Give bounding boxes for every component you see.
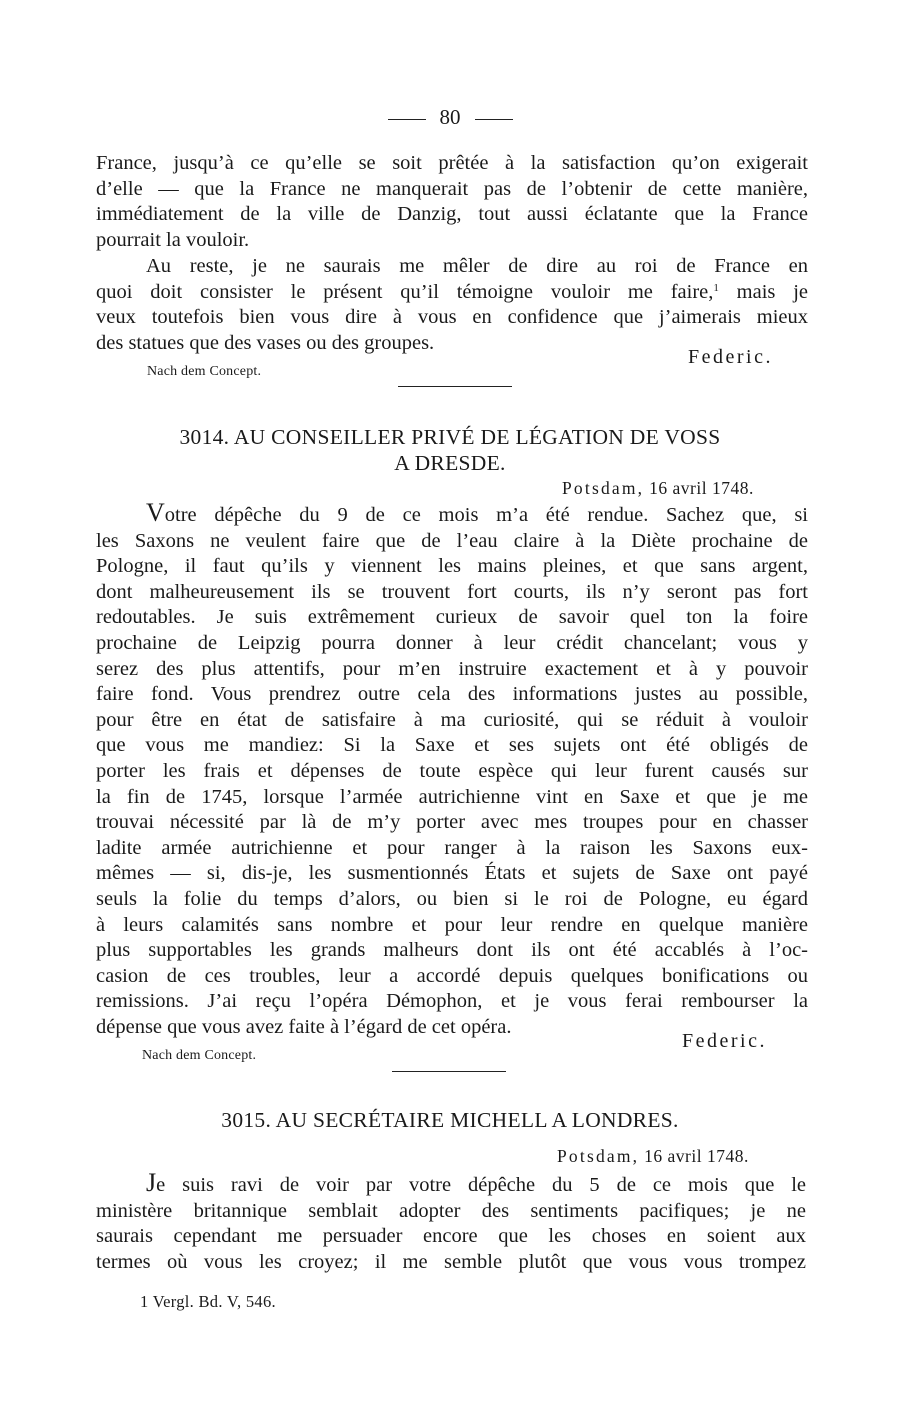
text-segment: e suis ravi de voir par votre dépêche du 5 de ce mois que le bbox=[156, 1174, 806, 1196]
text-line: faire fond. Vous prendrez outre cela des informations justes au possible, bbox=[96, 683, 808, 706]
dateline-date: 16 avril 1748. bbox=[649, 478, 754, 498]
signature: Federic. bbox=[688, 346, 773, 368]
text-segment: mais je bbox=[718, 280, 808, 303]
text-line-first bbox=[96, 1170, 806, 1199]
letter-heading-line: 3014. AU CONSEILLER PRIVÉ DE LÉGATION DE VOSS bbox=[179, 425, 721, 449]
dateline bbox=[557, 1146, 749, 1167]
text-line: veux toutefois bien vous dire à vous en confidence que j’aimerais mieux bbox=[96, 306, 808, 329]
footnote bbox=[140, 1292, 276, 1312]
text-line: que vous me mandiez: Si la Saxe et ses sujets ont été obligés de bbox=[96, 734, 808, 757]
letter-body bbox=[96, 500, 808, 1040]
letter-heading-line: A DRESDE. bbox=[394, 451, 506, 475]
text-line: immédiatement de la ville de Danzig, tout aussi éclatante que la France bbox=[96, 203, 808, 226]
text-line: mêmes — si, dis-je, les susmentionnés États et sujets de Saxe ont payé bbox=[96, 862, 808, 885]
text-line: la fin de 1745, lorsque l’armée autrichienne vint en Saxe et que je me bbox=[96, 785, 808, 808]
text-line: pour être en état de satisfaire à ma curiosité, qui se réduit à vouloir bbox=[96, 708, 808, 731]
text-line: termes où vous les croyez; il me semble plutôt que vous vous trompez bbox=[96, 1250, 806, 1273]
source-note: Nach dem Concept. bbox=[147, 364, 262, 379]
text-line-first bbox=[96, 500, 808, 529]
letter-heading bbox=[0, 424, 900, 476]
letter-body bbox=[96, 1170, 806, 1275]
text-line: les Saxons ne veulent faire que de l’eau claire à la Diète prochaine de bbox=[96, 529, 808, 552]
text-line: porter les frais et dépenses de toute espèce qui leur furent causés sur bbox=[96, 759, 808, 782]
text-line: trouvai nécessité par là de m’y porter avec mes troupes pour en chasser bbox=[96, 811, 808, 834]
dateline bbox=[562, 478, 754, 499]
text-line: casion de ces troubles, leur a accordé depuis quelques bonifications ou bbox=[96, 964, 808, 987]
dateline-place: Potsdam, bbox=[557, 1146, 640, 1166]
text-line: prochaine de Leipzig pourra donner à leur crédit chancelant; vous y bbox=[96, 631, 808, 654]
initial-letter: J bbox=[146, 1168, 157, 1197]
letter-heading bbox=[0, 1107, 900, 1133]
page-number: 80 bbox=[439, 105, 461, 129]
text-line: remissions. J’ai reçu l’opéra Démophon, et je vous ferai rembourser la bbox=[96, 990, 808, 1013]
text-line: Pologne, il faut qu’ils y viennent les mains pleines, et que sans argent, bbox=[96, 555, 808, 578]
text-line: saurais cependant me persuader encore que les choses en soient aux bbox=[96, 1225, 806, 1248]
text-line: à leurs calamités sans nombre et pour leur rendre en quelque manière bbox=[96, 913, 808, 936]
footnote-marker: 1 bbox=[140, 1292, 149, 1311]
page-number-header bbox=[0, 103, 900, 131]
signature: Federic. bbox=[682, 1030, 767, 1052]
text-line: dont malheureusement ils se trouvent fort courts, ils n’y seront pas fort bbox=[96, 580, 808, 603]
text-line: dépense que vous avez faite à l’égard de cet opéra. bbox=[96, 1015, 512, 1038]
text-line: ladite armée autrichienne et pour ranger à la raison les Saxons eux- bbox=[96, 836, 808, 859]
text-line: pourrait la vouloir. bbox=[96, 228, 250, 251]
text-line: ministère britannique semblait adopter des sentiments pacifiques; je ne bbox=[96, 1199, 806, 1222]
text-segment: otre dépêche du 9 de ce mois m’a été rendue. Sachez que, si bbox=[164, 504, 808, 526]
dateline-date: 16 avril 1748. bbox=[644, 1146, 749, 1166]
text-line: seuls la folie du temps d’alors, ou bien si le roi de Pologne, eu égard bbox=[96, 887, 808, 910]
text-segment: quoi doit consister le présent qu’il témoigne vouloir me faire, bbox=[96, 280, 714, 303]
previous-letter-paragraph-2 bbox=[96, 254, 808, 356]
text-line: redoutables. Je suis extrêmement curieux de savoir quel ton la foire bbox=[96, 606, 808, 629]
text-line: serez des plus attentifs, pour m’en instruire exactement et à y pouvoir bbox=[96, 657, 808, 680]
previous-letter-paragraph-1 bbox=[96, 151, 808, 253]
footnote-reference: 1 bbox=[713, 281, 719, 294]
text-line: Au reste, je ne saurais me mêler de dire au roi de France en bbox=[146, 255, 808, 277]
letter-heading-line: 3015. AU SECRÉTAIRE MICHELL A LONDRES. bbox=[221, 1108, 679, 1132]
header-dash-left bbox=[388, 119, 426, 120]
source-note: Nach dem Concept. bbox=[142, 1048, 257, 1063]
text-line: plus supportables les grands malheurs dont ils ont été accablés à l’oc- bbox=[96, 939, 808, 962]
initial-letter: V bbox=[146, 498, 165, 527]
header-dash-right bbox=[475, 119, 513, 120]
text-line: France, jusqu’à ce qu’elle se soit prêtée à la satisfaction qu’on exigerait bbox=[96, 152, 808, 174]
text-line: d’elle — que la France ne manquerait pas de l’obtenir de cette manière, bbox=[96, 177, 808, 200]
dateline-place: Potsdam, bbox=[562, 478, 645, 498]
section-divider bbox=[398, 386, 512, 387]
text-line: des statues que des vases ou des groupes. bbox=[96, 331, 435, 354]
text-line-with-footnote bbox=[96, 280, 808, 306]
section-divider bbox=[392, 1071, 506, 1072]
footnote-text: Vergl. Bd. V, 546. bbox=[152, 1292, 276, 1311]
